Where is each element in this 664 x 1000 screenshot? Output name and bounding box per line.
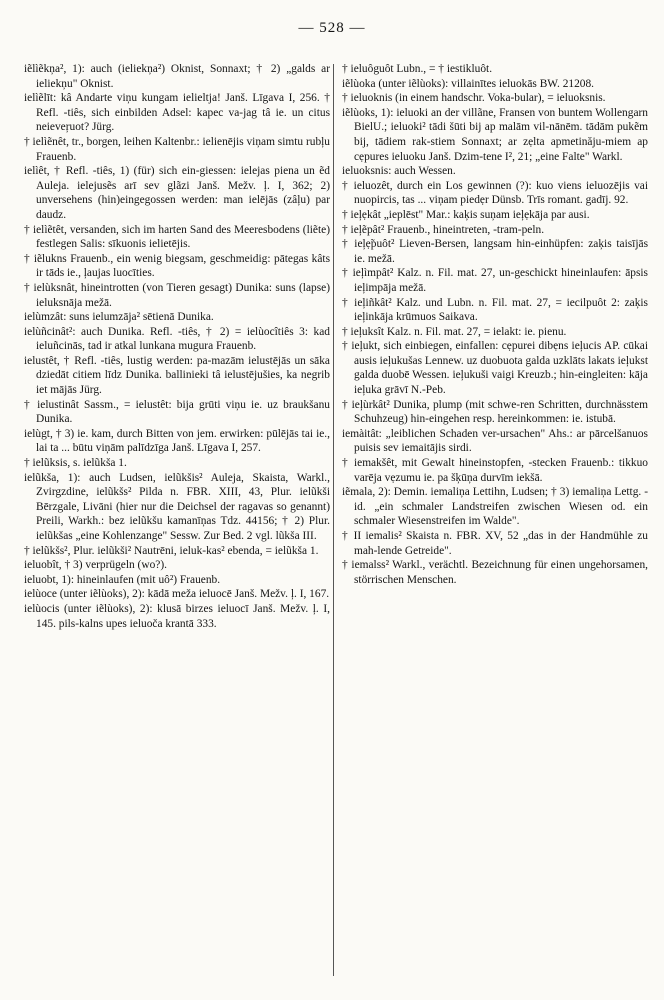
dictionary-entry: † ieļiñkât² Kalz. und Lubn. n. Fil. mat. 27, = iecilpuôt 2: zaķis ieļinkāja krūmuos Saikava.: [342, 296, 648, 324]
dictionary-entry: † ielustinât Sassm., = ielustêt: bija grūti viņu ie. uz braukšanu Dunika.: [24, 398, 330, 426]
dictionary-entry: ielùmzât: suns ielumzāja² sētienā Dunika.: [24, 311, 214, 324]
dictionary-entry: † ielũkšs², Plur. ielũkši² Nautrēni, ieluk-kas² ebenda, = ielũkša 1.: [24, 544, 319, 557]
dictionary-entry: † ieļẹkât „ieplēst" Mar.: kaķis suņam ieļẹkāja par ausi.: [342, 208, 590, 221]
dictionary-entry: † ieļẽpât² Frauenb., hineintreten, -tram-peln.: [342, 223, 545, 236]
dictionary-entry: † ielìẽtêt, versanden, sich im harten Sand des Meeresbodens (liẽte) festlegen Salis: sīkuonis ielietējis.: [24, 223, 330, 251]
dictionary-entry: iẽlùoks, 1): ieluoki an der villãne, Fransen von buntem Wollengarn BielU.; ieluoki² tādi šūti bij ap malām vil-nānēm. tādām pukẽm bij, tādiem rak-stiem Sonnaxt; ar zẹlta apmetinăju-miem ap cẹpures ieluoku Janš. Dzim-tene I², 21; „eine Falte" Warkl.: [342, 106, 648, 163]
dictionary-entry: iẽmala, 2): Demin. iemaliņa Lettihn, Ludsen; † 3) iemaliņa Lettg. -id. „ein schmaler Landstreifen zwischen Wiesen od. ein schmaler Wiesenstreifen im Walde".: [342, 486, 648, 528]
dictionary-entry: † ieļùrkât² Dunika, plump (mit schwe-ren Schritten, durchnässtem Schuhzeug) hin-eingehen resp. hereinkommen: ie. istubā.: [342, 398, 648, 426]
dictionary-entry: † ieluôguôt Lubn., = † iestikluôt.: [342, 63, 493, 75]
dictionary-entry: ielustêt, † Refl. -tiês, lustig werden: pa-mazām ielustējās un sāka dziedāt citiem līdz Dunika. ballinieki tâ ielustējušies, ka negrib iet mājās Jürg.: [24, 354, 330, 397]
dictionary-entry: † ieļìmpât² Kalz. n. Fil. mat. 27, un-geschickt hineinlaufen: āpsis ieļimpāja mežā.: [342, 267, 648, 294]
dictionary-entry: † II iemalis² Skaista n. FBR. XV, 52 „das in der Handmühle zu mah-lende Getreide".: [342, 530, 648, 557]
dictionary-entry: † ieluozêt, durch ein Los gewinnen (?): kuo viens ieluozējis vai nuopircis, tas ... viņam piedẹr Dünsb. Trīs romant. gadīj. 92.: [342, 179, 648, 207]
dictionary-entry: ielùoce (unter iẽlùoks), 2): kādā meža ieluocē Janš. Mežv. ļ. I, 167.: [24, 588, 330, 601]
dictionary-entry: ielìêt, † Refl. -tiês, 1) (für) sich ein-giessen: ielejas piena un ẽd Auleja. ielejusẽs arī sev glãzi Janš. Mežv. ļ. I, 362; 2) unversehens (hin)eingegossen werden: man ielējās (zâļu) par daudz.: [24, 165, 330, 221]
dictionary-entry: ieluobît, † 3) verprügeln (wo?).: [24, 559, 167, 572]
column-divider: [333, 64, 334, 976]
dictionary-entry: ielìẽlīt: kâ Andarte viņu kungam ielieltja! Janš. Līgava I, 256. † Refl. -tiês, sich einbilden Adsel: kapec va-jag tâ ie. un citus neieveŗuot? Jürg.: [24, 92, 330, 134]
dictionary-entry: † ielìẽnêt, tr., borgen, leihen Kaltenbr.: ielienējis viņam simtu rubļu Frauenb.: [24, 135, 331, 163]
dictionary-entry: † ieļuksît Kalz. n. Fil. mat. 27, = ielakt: ie. pienu.: [342, 325, 567, 338]
dictionary-entry: † ieluoknis (in einem handschr. Voka-bular), = ieluoksnis.: [342, 92, 606, 105]
dictionary-entry: iẽlùoka (unter iẽlùoks): villainītes ieluokās BW. 21208.: [342, 77, 595, 90]
dictionary-entry: ieluoksnis: auch Wessen.: [342, 165, 456, 178]
dictionary-entry: ielũkša, 1): auch Ludsen, ielũkšis² Auleja, Skaista, Warkl., Zvirgzdine, ielũkšs² Pilda n. FBR. XIII, 43, Plur. ielũkši Bērzgale, Livāni (hier nur die Deichsel der ragavas so genannt) Preili, Warkh.: bez ielũkšu kamanīņas Tdz. 44156; † 2) Plur. ielũkšas „eine Kohlenzange" Sessw. Zur Bed. 2 vgl. lũkša III.: [24, 471, 330, 542]
left-column: [24, 62, 330, 631]
dictionary-entry: † ielùksnât, hineintrotten (von Tieren gesagt) Dunika: suns (lapse) ieluksnāja mežā.: [24, 281, 330, 309]
dictionary-entry: † ielũksis, s. ielũkša 1.: [24, 457, 127, 470]
dictionary-entry: ielùñcinât²: auch Dunika. Refl. -tiês, † 2) = ielùocîtiês 3: kad ieluñcinās, tad ir atkal lunkana mugura Frauenb.: [24, 325, 330, 353]
dictionary-entry: ieluobt, 1): hineinlaufen (mit uô²) Frauenb.: [24, 573, 221, 586]
dictionary-entry: iẽlìẽkņa², 1): auch (ieliekņa²) Oknist, Sonnaxt; † 2) „galds ar ieliekņu" Oknist.: [24, 63, 330, 90]
dictionary-entry: † iemalss² Warkl., verächtl. Bezeichnung für einen ungehorsamen, störrischen Menschen.: [342, 559, 648, 586]
dictionary-entry: † iẽlukns Frauenb., ein wenig biegsam, geschmeidig: pātegas kâts ir tāds ie., ļaujas luocīties.: [24, 252, 330, 280]
dictionary-entry: † ieļukt, sich einbiegen, einfallen: cẹpurei dibẹns ieļucis AP. cūkai ausis ieļukušas Lennew. uz duobuota galda uzklāts lakats ieļukst galda duobē Wessen. ieļukuši vaigi Kreuzb.; hin-eingleiten: kāja ieļuka grāvī N.-Peb.: [342, 340, 648, 397]
page-number: — 528 —: [298, 20, 366, 36]
dictionary-entry: ielùgt, † 3) ie. kam, durch Bitten von jem. erwirken: pūlējās tai ie., lai ta ... būtu viņām palīdzīga Janš. Līgava I, 257.: [24, 427, 330, 455]
dictionary-entry: ielùocis (unter iẽlùoks), 2): klusā birzes ieluocī Janš. Mežv. ļ. I, 145. pils-kalns upes ieluoča krantā 333.: [24, 602, 330, 630]
dictionary-entry: † iemakšêt, mit Gewalt hineinstopfen, -stecken Frauenb.: tikkuo varēja vẹzumu ie. pa šķūņa durvīm iekšā.: [342, 457, 648, 484]
right-column: [342, 62, 648, 587]
dictionary-entry: iemàitât: „leiblichen Schaden ver-ursachen" Ahs.: ar pārcelšanuos puisis sev iemaitājis sirdi.: [342, 427, 648, 455]
dictionary-entry: † ieļẹ̃puôt² Lieven-Bersen, langsam hin-einhüpfen: zaķis taisījās ie. mežā.: [342, 238, 648, 265]
